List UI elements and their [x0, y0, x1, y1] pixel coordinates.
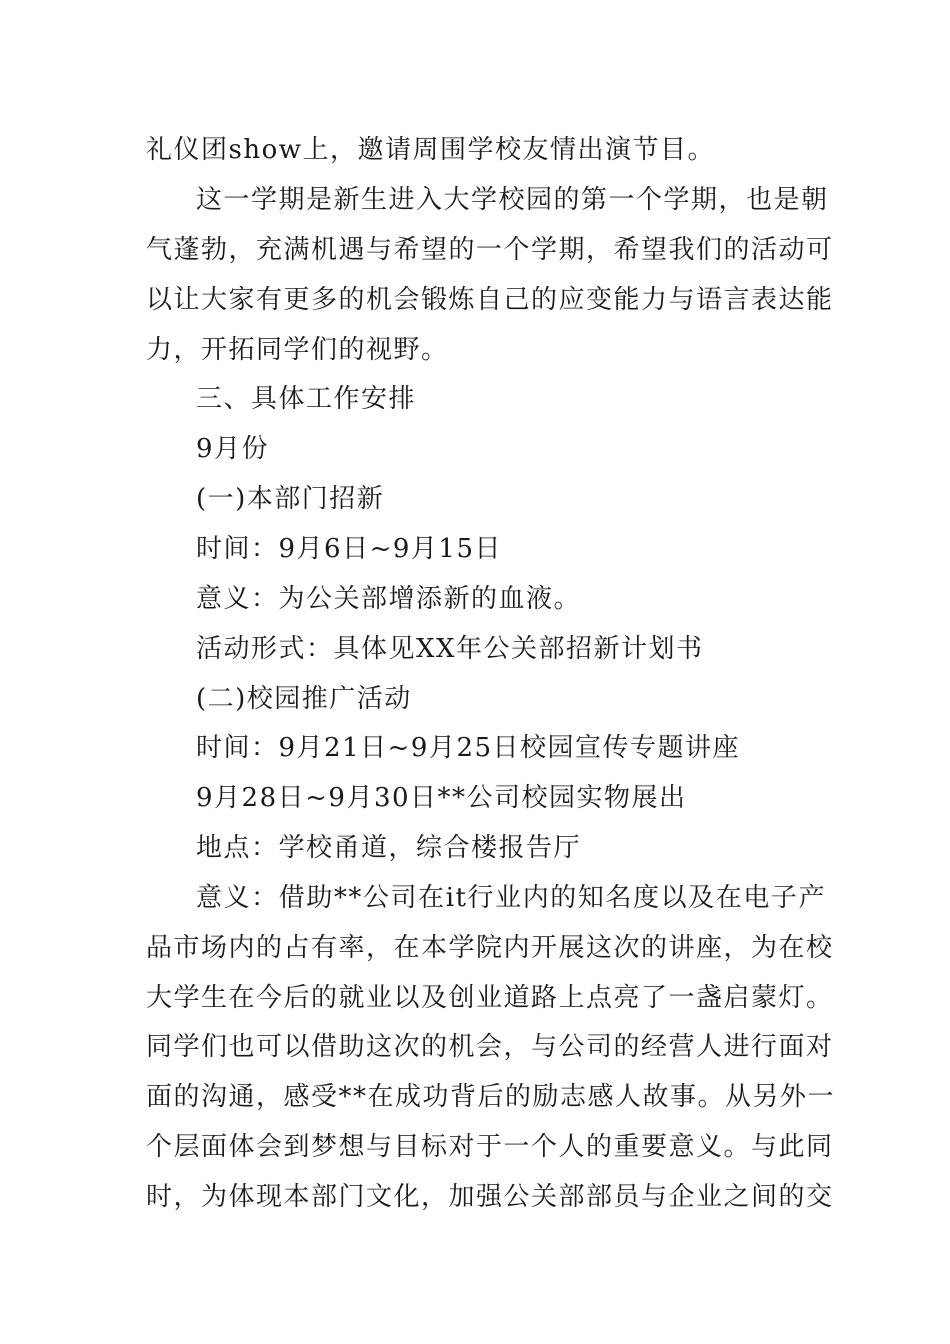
time-line: 时间：9月6日~9月15日 — [196, 534, 502, 564]
subsection-heading: (一)本部门招新 — [196, 484, 385, 514]
section-heading: 三、具体工作安排 — [196, 384, 417, 414]
paragraph-line: 面的沟通，感受**在成功背后的励志感人故事。从另外一 — [146, 1082, 836, 1112]
paragraph-line: 这一学期是新生进入大学校园的第一个学期，也是朝 — [196, 185, 829, 215]
activity-form-line: 活动形式：具体见XX年公关部招新计划书 — [196, 634, 704, 664]
meaning-line: 意义：为公关部增添新的血液。 — [196, 584, 582, 614]
paragraph-line: 力，开拓同学们的视野。 — [146, 335, 449, 365]
paragraph-line: 大学生在今后的就业以及创业道路上点亮了一盏启蒙灯。 — [146, 983, 834, 1013]
paragraph-line: 品市场内的占有率，在本学院内开展这次的讲座，为在校 — [146, 933, 834, 963]
paragraph-line: 时，为体现本部门文化，加强公关部部员与企业之间的交 — [146, 1182, 834, 1212]
time-line: 时间：9月21日~9月25日校园宣传专题讲座 — [196, 733, 741, 763]
subsection-heading: (二)校园推广活动 — [196, 684, 412, 714]
paragraph-line: 同学们也可以借助这次的机会，与公司的经营人进行面对 — [146, 1032, 834, 1062]
paragraph-line: 气蓬勃，充满机遇与希望的一个学期，希望我们的活动可 — [146, 235, 834, 265]
location-line: 地点：学校甬道，综合楼报告厅 — [196, 833, 582, 863]
paragraph-line: 礼仪团show上，邀请周围学校友情出演节目。 — [146, 135, 715, 165]
paragraph-line: 意义：借助**公司在it行业内的知名度以及在电子产 — [196, 883, 826, 913]
paragraph-line: 以让大家有更多的机会锻炼自己的应变能力与语言表达能 — [146, 285, 834, 315]
time-line: 9月28日~9月30日**公司校园实物展出 — [196, 783, 687, 813]
paragraph-line: 个层面体会到梦想与目标对于一个人的重要意义。与此同 — [146, 1132, 834, 1162]
month-heading: 9月份 — [196, 434, 270, 464]
